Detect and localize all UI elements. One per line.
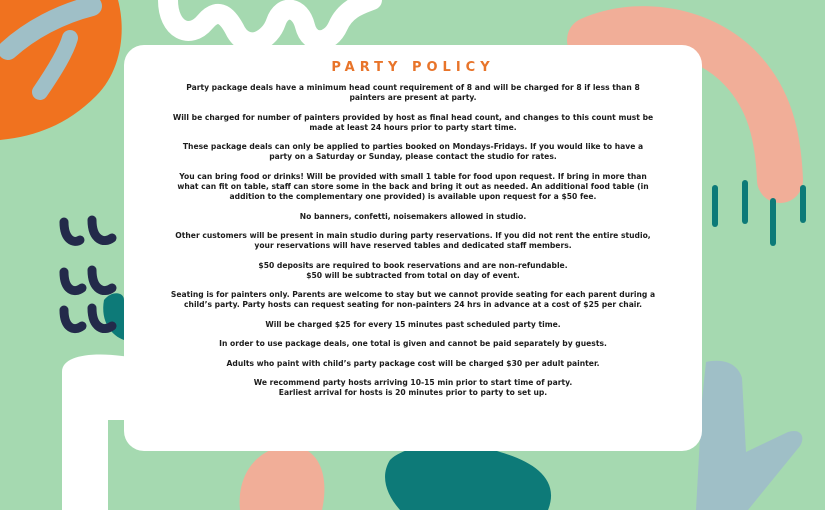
policy-line: We recommend party hosts arriving 10-15 min prior to start time of party. — [253, 377, 573, 387]
navy-u-shape — [64, 272, 82, 291]
policy-paragraph — [142, 290, 684, 310]
policy-line: Other customers will be present in main studio during party reservations. If you did not rent the entire studio, — [175, 230, 651, 240]
teal-dash-shape — [800, 185, 806, 223]
teal-dash-shape — [712, 185, 718, 227]
policy-paragraph — [142, 113, 684, 133]
policy-line: $50 will be subtracted from total on day of event. — [306, 270, 520, 280]
policy-line: child’s party. Party hosts can request seating for non-painters 24 hrs in advance at a cost of $25 per chair. — [184, 300, 642, 310]
navy-u-shape — [64, 310, 82, 329]
policy-paragraph — [142, 142, 684, 162]
policy-line: Will be charged $25 for every 15 minutes past scheduled party time. — [265, 319, 561, 329]
teal-bottom-shape — [385, 445, 551, 510]
policy-paragraph — [142, 261, 684, 281]
blue-grey-bottom-shape — [696, 361, 802, 510]
teal-dash-shape — [742, 180, 748, 224]
policy-line: $50 deposits are required to book reservations and are non-refundable. — [258, 260, 568, 270]
policy-paragraph — [142, 231, 684, 251]
policy-line: painters are present at party. — [349, 93, 477, 103]
policy-line: addition to the complementary one provided) is available upon request for a $50 fee. — [229, 192, 597, 202]
policy-paragraph — [142, 359, 684, 369]
policy-body — [142, 83, 684, 398]
policy-line: Seating is for painters only. Parents are welcome to stay but we cannot provide seating for each parent during a — [170, 290, 656, 300]
policy-line: what can fit on table, staff can store some in the back and bring it out as needed. An additional food table (in — [177, 181, 649, 191]
policy-line: made at least 24 hours prior to party start time. — [309, 122, 517, 132]
peach-bottom-shape — [240, 446, 325, 510]
teal-dash-shape — [770, 198, 776, 246]
policy-line: party on a Saturday or Sunday, please contact the studio for rates. — [269, 152, 557, 162]
teal-blob-shape — [103, 293, 124, 340]
policy-line: your reservations will have reserved tables and dedicated staff members. — [254, 241, 572, 251]
policy-line: Earliest arrival for hosts is 20 minutes prior to party to set up. — [278, 388, 548, 398]
party-policy-card — [124, 45, 702, 451]
navy-u-shape — [92, 220, 112, 241]
policy-line: You can bring food or drinks! Will be provided with small 1 table for food upon request. If bring in more than — [179, 171, 647, 181]
navy-u-shape — [92, 270, 112, 291]
policy-paragraph — [142, 339, 684, 349]
policy-paragraph — [142, 83, 684, 103]
policy-title: PARTY POLICY — [331, 60, 495, 75]
navy-u-shape — [64, 222, 80, 241]
policy-line: These package deals can only be applied to parties booked on Mondays-Fridays. If you would like to have a — [182, 142, 644, 152]
white-squiggle-shape — [168, 0, 372, 42]
policy-line: Adults who paint with child’s party package cost will be charged $30 per adult painter. — [226, 358, 600, 368]
policy-paragraph — [142, 172, 684, 203]
policy-line: In order to use package deals, one total is given and cannot be paid separately by guests. — [219, 339, 607, 349]
policy-line: Party package deals have a minimum head count requirement of 8 and will be charged for 8 if less than 8 — [186, 83, 640, 92]
policy-line: Will be charged for number of painters provided by host as final head count, and changes to this count must be — [172, 112, 654, 122]
policy-line: No banners, confetti, noisemakers allowed in studio. — [299, 211, 527, 221]
policy-paragraph — [142, 320, 684, 330]
policy-paragraph — [142, 212, 684, 222]
policy-paragraph — [142, 378, 684, 398]
